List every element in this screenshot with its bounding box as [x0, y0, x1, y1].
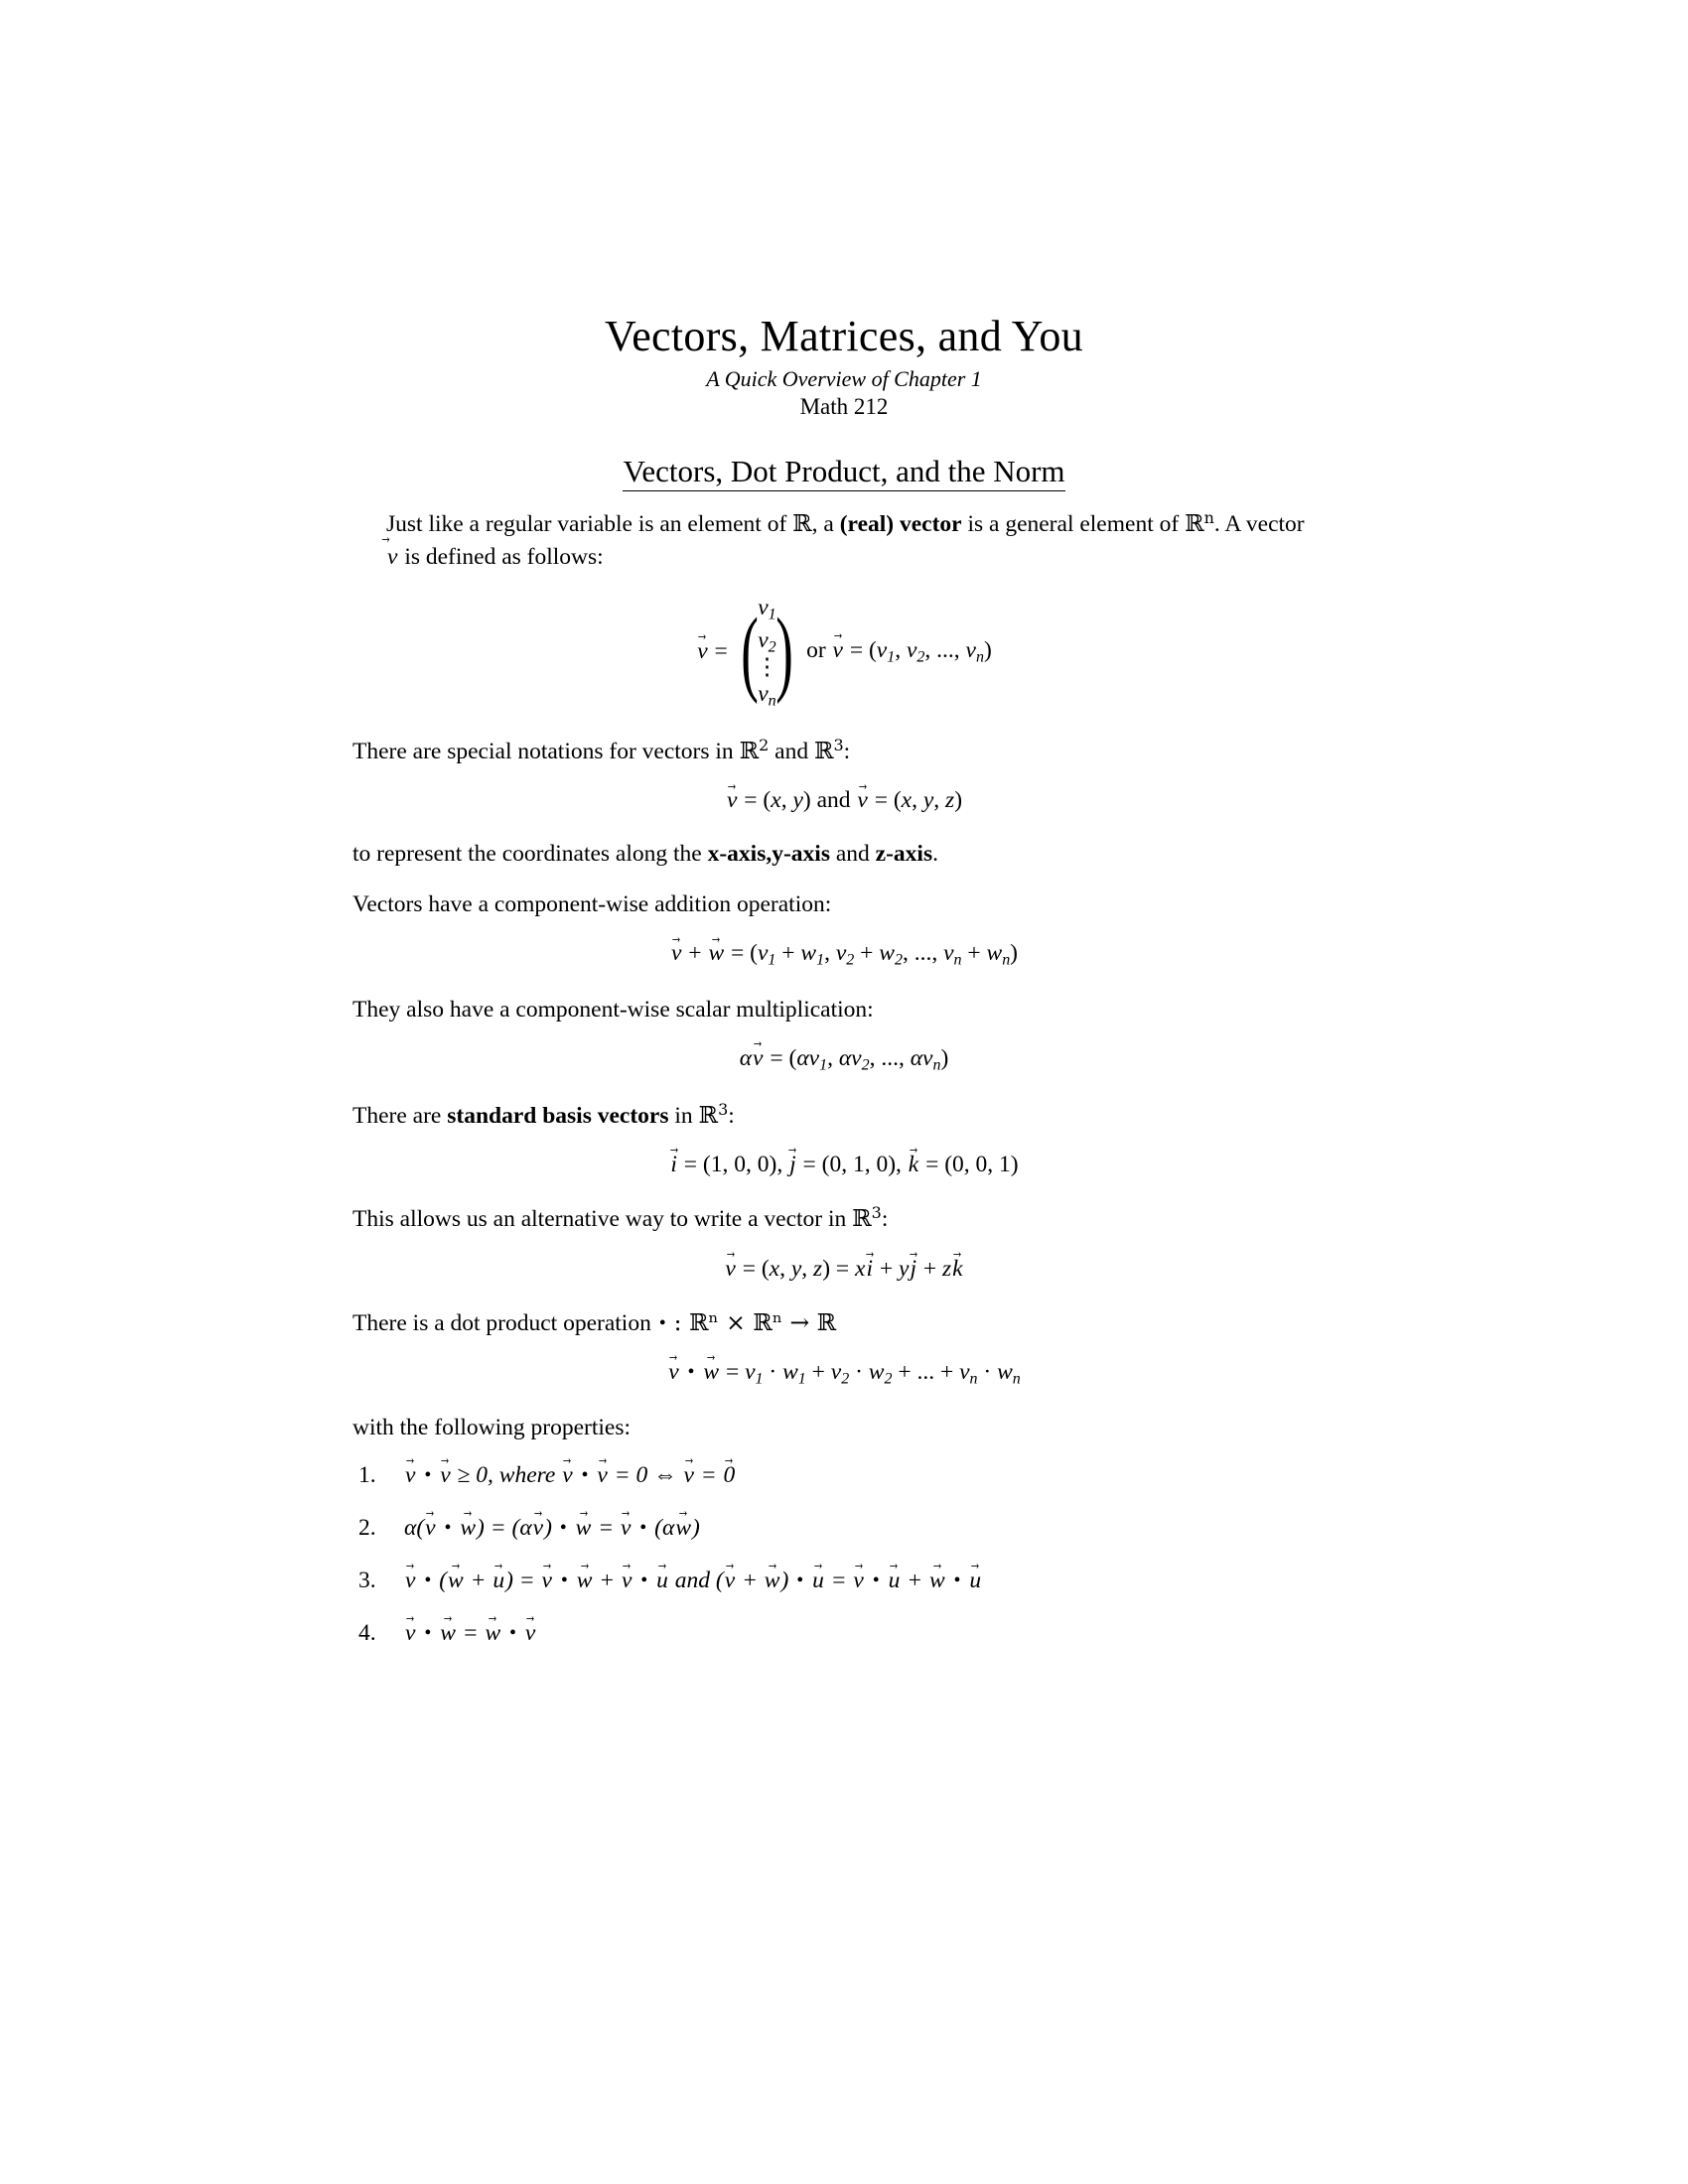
list-item: [352, 1515, 1336, 1542]
right-paren: ): [775, 598, 793, 705]
symbol-r3-b: ℝ$^3$: [698, 1099, 729, 1129]
symbol-r2: ℝ$^2$: [739, 736, 770, 765]
property-number-4: 4.: [358, 1619, 376, 1646]
axes-y: y-axis: [772, 841, 830, 868]
axes-z: z-axis: [875, 841, 933, 868]
equation-standard-basis: i → = (1, 0, 0), j → = (0, 1, 0), k → = (0, 0, 1): [352, 1152, 1336, 1178]
paragraph-basis-vectors: [352, 1099, 1336, 1132]
axes-and: and: [829, 841, 876, 868]
symbol-r3-a: ℝ$^3$: [813, 736, 844, 765]
property-number-3: 3.: [358, 1567, 376, 1593]
axes-period: .: [932, 841, 938, 868]
intro-bold-real-vector: (real) vector: [839, 511, 962, 538]
dot-product-properties-list: [352, 1462, 1336, 1647]
page-title: Vectors, Matrices, and You: [605, 312, 1083, 360]
row-v2: $v_2$: [758, 626, 776, 656]
intro-text-c: is a general element of: [961, 511, 1186, 538]
document-subtitle: A Quick Overview of Chapter 1: [706, 366, 982, 392]
symbol-r3-c: ℝ$^3$: [852, 1203, 882, 1233]
property-content-4: v → • w → = w → • v →: [404, 1620, 536, 1646]
dot-operator-symbol: •: [658, 1311, 666, 1334]
document-course: Math 212: [799, 394, 889, 420]
paragraph-properties-intro: with the following properties:: [352, 1415, 631, 1441]
dot-text-a: There is a dot product operation: [352, 1309, 657, 1336]
basis-text-b: in: [668, 1102, 699, 1129]
vector-v-eq1: v →: [696, 638, 708, 665]
special-notations-and: and: [769, 739, 814, 765]
equation-column-vector: v → = ( $v_1$ $v_2$ ⋮ $v_n$ ) or v → = ($v_1$, $v_2$, ..., $v_n$): [352, 593, 1336, 711]
equation-dot-product: v → • w → = $v_1 \cdot w_1 + v_2 \cdot w_2$ + ... + $v_n \cdot w_n$: [352, 1359, 1336, 1388]
special-notations-text: There are special notations for vectors in: [352, 739, 740, 765]
property-number-1: 1.: [358, 1461, 376, 1488]
property-content-1: v → • v → ≥ 0, where v → • v → = 0 ⇔ v → = 0 →: [404, 1462, 736, 1488]
paragraph-special-notations: [352, 735, 1336, 767]
intro-text-e: is defined as follows:: [398, 543, 604, 570]
row-vn: $v_n$: [758, 680, 776, 709]
property-content-2: α(v → • w →) = (αv →) • w → = v → • (αw →): [404, 1515, 700, 1541]
alt-text-b: :: [881, 1206, 889, 1233]
section-heading: [352, 454, 1336, 489]
basis-bold: standard basis vectors: [447, 1102, 669, 1129]
document-content: [352, 313, 1336, 1673]
equation-vector-addition: v → + w → = ($v_1 + w_1$, $v_2 + w_2$, ..., $v_n + w_n$): [352, 940, 1336, 969]
vector-v-eq1b: v →: [832, 637, 844, 664]
paragraph-axes: [352, 838, 1336, 870]
list-item: [352, 1462, 1336, 1489]
equation-ijk-form: v → = (x, y, z) = xi → + yj → + zk →: [352, 1256, 1336, 1283]
special-notations-colon: :: [843, 739, 851, 765]
list-item: [352, 1620, 1336, 1647]
property-number-2: 2.: [358, 1514, 376, 1541]
paragraph-dot-product-def: [352, 1306, 1336, 1339]
dot-product-signature: : ℝⁿ × ℝⁿ → ℝ: [673, 1307, 837, 1336]
paragraph-alternative-notation: [352, 1202, 1336, 1235]
axes-text-a: to represent the coordinates along the: [352, 841, 708, 868]
intro-text-d: . A vector: [1213, 511, 1305, 538]
paragraph-scalar-mult: They also have a component-wise scalar multiplication:: [352, 996, 874, 1023]
paragraph-intro: [352, 507, 1336, 573]
equation-or: or: [806, 636, 826, 663]
row-vdots: ⋮: [755, 654, 779, 681]
column-vector: [736, 593, 799, 711]
vector-v-inline-1: v →: [352, 541, 398, 573]
paragraph-addition: Vectors have a component-wise addition operation:: [352, 890, 832, 917]
alt-text-a: This allows us an alternative way to write a vector in: [352, 1206, 853, 1233]
equation-notations-2d-3d: v → = (x, y) and v → = (x, y, z): [352, 787, 1336, 814]
basis-text-c: :: [728, 1102, 735, 1129]
property-content-3: v → • (w → + u →) = v → • w → + v → • u → and (v → + w →) • u → = v → • u → + w → • u →: [404, 1568, 982, 1593]
symbol-reals-1: ℝ: [792, 509, 812, 538]
axes-x: x-axis,: [707, 841, 773, 868]
section-heading-text: Vectors, Dot Product, and the Norm: [623, 454, 1064, 491]
row-v1: $v_1$: [758, 595, 776, 623]
intro-text-b: , a: [811, 511, 840, 538]
symbol-reals-n: ℝ$^n$: [1185, 508, 1214, 538]
equation-scalar-multiplication: αv → = ($\alpha v_1$, $\alpha v_2$, ..., $\alpha v_n$): [352, 1045, 1336, 1074]
intro-text-a: Just like a regular variable is an element of: [386, 511, 793, 538]
basis-text-a: There are: [352, 1102, 448, 1129]
list-item: [352, 1568, 1336, 1594]
left-paren: (: [740, 598, 759, 705]
